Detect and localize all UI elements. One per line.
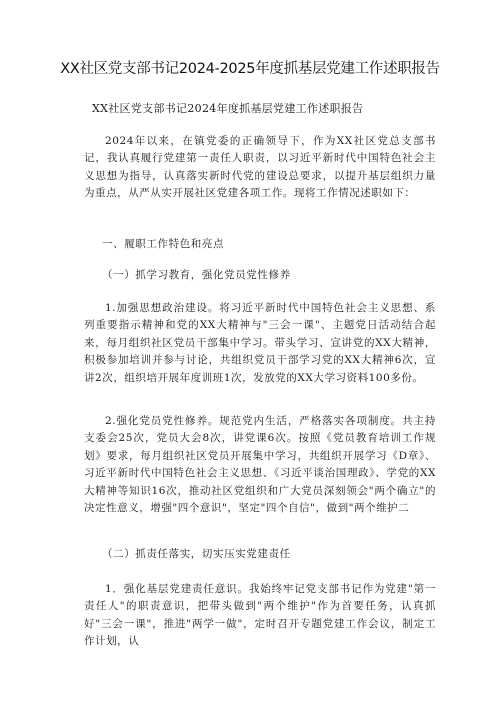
section-heading-1: 一、履职工作特色和亮点	[102, 238, 225, 250]
subsection-heading-1: （一）抓学习教育，强化党员党性修养	[102, 269, 291, 281]
document-subtitle: XX社区党支部书记2024年度抓基层党建工作述职报告	[92, 102, 364, 115]
document-title: XX社区党支部书记2024-2025年度抓基层党建工作述职报告	[60, 61, 440, 77]
paragraph-2: 2.强化党员党性修养。规范党内生活，严格落实各项制度。共主持支委会25次，党员大会8次，讲党课6次。按照《党员教育培训工作规划》要求，每月组织社区党员开展集中学习，共组织开展学习《D章》、习近平新时代中国特色社会主义思想、《习近平谈治国理政》、学党的XX大精神等知识16次，推动社区党组织和广大党员深刻领会"两个确立"的决定性意义，增强"四个意识"，坚定"四个自信"，做到"两个维护二	[84, 415, 436, 515]
paragraph-3: 1．强化基层党建责任意识。我始终牢记党支部书记作为党建"第一责任人"的职责意识，把带头做到"两个维护"作为首要任务，认真抓好"三会一课"，推进"两学一做"，定时召开专题党建工作会议，制定工作计划，认	[84, 583, 436, 648]
paragraph-1: 1.加强思想政治建设。将习近平新时代中国特色社会主义思想、系列重要指示精神和党的XX大精神与"三会一课"、主题党日活动结合起来，每月组织社区党员干部集中学习。带头学习、宣讲党的XX大精神，积极参加培训并参与讨论，共组织党员干部学习党的XX大精神6次，宣讲2次，组织培开展年度训班1次，发放党的XX大学习资料100多份。	[84, 302, 436, 384]
subsection-heading-2: （二）抓责任落实，切实压实党建责任	[102, 548, 291, 560]
intro-paragraph: 2024年以来，在镇党委的正确领导下，作为XX社区党总支部书记，我认真履行党建第一责任人职责，以习近平新时代中国特色社会主义思想为指导，认真落实新时代党的建设总要求，以提升基层组织力量为重点，从严从实开展社区党建各项工作。现将工作情况述职如下：	[84, 135, 436, 200]
